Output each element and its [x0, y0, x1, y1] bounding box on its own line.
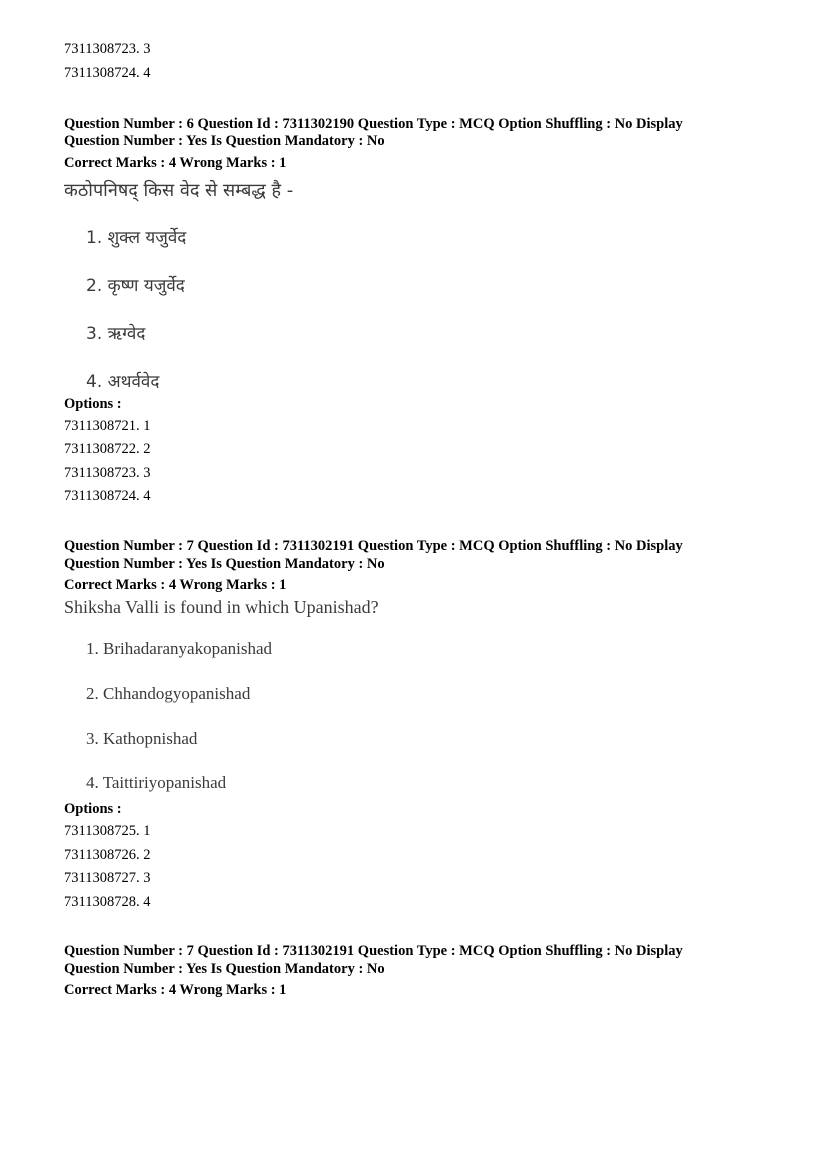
- question-image: [64, 597, 379, 618]
- marks-line: Correct Marks : 4 Wrong Marks : 1: [64, 982, 287, 998]
- question-image: [64, 178, 293, 202]
- option-line: 7311308721. 1: [64, 418, 151, 434]
- question-header: Question Number : 7 Question Id : 7311302191 Question Type : MCQ Option Shuffling : No Display: [64, 943, 683, 959]
- marks-line: Correct Marks : 4 Wrong Marks : 1: [64, 577, 287, 593]
- option-line: 7311308726. 2: [64, 847, 151, 863]
- option-line: 7311308727. 3: [64, 870, 151, 886]
- question-header-continued: Question Number : Yes Is Question Mandatory : No: [64, 556, 385, 572]
- question-header-continued: Question Number : Yes Is Question Mandatory : No: [64, 133, 385, 149]
- answer-choice: 4. Taittiriyopanishad: [86, 773, 227, 792]
- answer-choice: 2. कृष्ण यजुर्वेद: [86, 276, 185, 296]
- option-line: 7311308724. 4: [64, 65, 151, 81]
- options-label: Options :: [64, 801, 122, 817]
- marks-line: Correct Marks : 4 Wrong Marks : 1: [64, 155, 287, 171]
- answer-choice: 1. शुक्ल यजुर्वेद: [86, 228, 187, 248]
- option-line: 7311308722. 2: [64, 441, 151, 457]
- option-line: 7311308724. 4: [64, 488, 151, 504]
- question-header: Question Number : 7 Question Id : 7311302191 Question Type : MCQ Option Shuffling : No Display: [64, 538, 683, 554]
- question-text: कठोपनिषद् किस वेद से सम्बद्ध है -: [64, 180, 294, 201]
- answer-choice: 1. Brihadaranyakopanishad: [86, 639, 272, 658]
- option-line: 7311308725. 1: [64, 823, 151, 839]
- option-line: 7311308728. 4: [64, 894, 151, 910]
- question-header-continued: Question Number : Yes Is Question Mandatory : No: [64, 961, 385, 977]
- answer-choice: 2. Chhandogyopanishad: [86, 684, 251, 703]
- answer-choice: 3. ऋग्वेद: [86, 324, 146, 344]
- answer-choice: 4. अथर्ववेद: [86, 372, 160, 392]
- question-text: Shiksha Valli is found in which Upanishad?: [64, 597, 379, 617]
- option-line: 7311308723. 3: [64, 41, 151, 57]
- answer-choice: 3. Kathopnishad: [86, 729, 198, 748]
- options-label: Options :: [64, 396, 122, 412]
- question-header: Question Number : 6 Question Id : 7311302190 Question Type : MCQ Option Shuffling : No Display: [64, 116, 683, 132]
- option-line: 7311308723. 3: [64, 465, 151, 481]
